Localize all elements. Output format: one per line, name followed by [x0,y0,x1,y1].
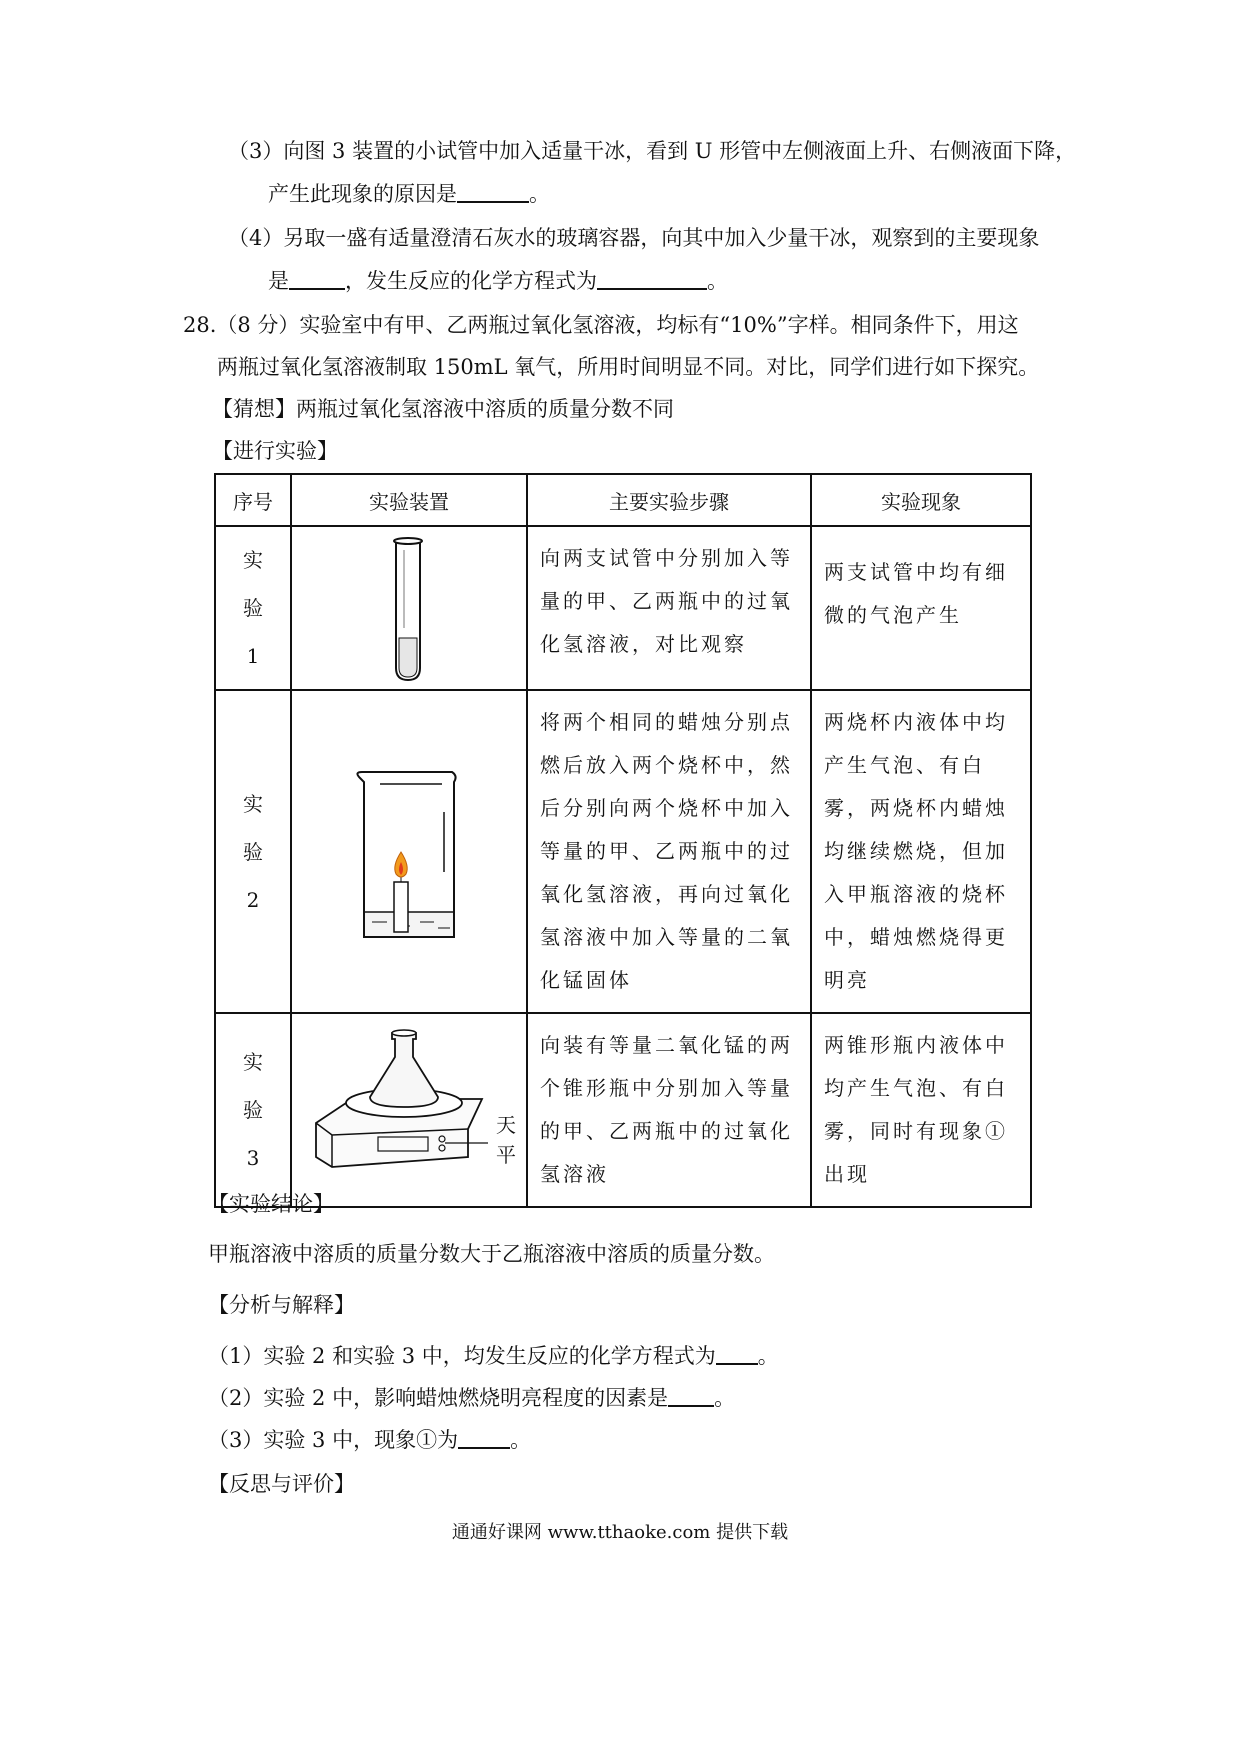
table-header: 序号 [215,474,291,526]
q27-part4-prompt-b: ，发生反应的化学方程式为 [345,269,597,293]
analysis-q3 [208,1426,531,1454]
answer-blank[interactable] [457,181,529,203]
period: 。 [757,1344,779,1368]
period: 。 [529,182,550,206]
table-header: 主要实验步骤 [527,474,811,526]
q27-part3-line2 [268,180,550,208]
period: 。 [714,1386,736,1410]
analysis-q1 [208,1342,779,1370]
q27-part4-prompt-a: 是 [268,269,289,293]
conclusion-text: 甲瓶溶液中溶质的质量分数大于乙瓶溶液中溶质的质量分数。 [208,1242,775,1266]
row-index [215,1013,291,1207]
step-cell: 向装有等量二氧化锰的两个锥形瓶中分别加入等量的甲、乙两瓶中的过氧化氢溶液 [527,1013,811,1207]
analysis-q1-prompt: （1）实验 2 和实验 3 中，均发生反应的化学方程式为 [208,1344,716,1368]
conclusion-heading: 【实验结论】 [208,1192,334,1216]
row-index [215,526,291,690]
q28-intro-line1: 28.（8 分）实验室中有甲、乙两瓶过氧化氢溶液，均标有“10%”字样。相同条件下，用这 [183,313,1019,337]
balance-label-char: 平 [496,1143,516,1167]
reflection-heading: 【反思与评价】 [208,1472,355,1496]
table-row [215,526,1031,690]
apparatus-cell [291,690,527,1013]
index-char: 实 [243,548,263,572]
answer-blank[interactable] [668,1385,714,1407]
step-cell: 将两个相同的蜡烛分别点燃后放入两个烧杯中，然后分别向两个烧杯中加入等量的甲、乙两瓶中的过氧化氢溶液，再向过氧化氢溶液中加入等量的二氧化锰固体 [527,690,811,1013]
index-char: 验 [243,596,263,620]
q27-part4-line2 [268,267,728,295]
index-char: 2 [246,887,260,912]
table-row [215,1013,1031,1207]
experiment-heading: 【进行实验】 [212,439,338,463]
index-char: 1 [246,644,260,668]
beaker-candle-icon [292,752,524,952]
step-cell: 向两支试管中分别加入等量的甲、乙两瓶中的过氧化氢溶液，对比观察 [527,526,811,690]
experiment-table [214,473,1032,1208]
answer-blank[interactable] [289,268,345,290]
test-tube-icon [292,528,524,688]
q27-part3-prompt: 产生此现象的原因是 [268,182,457,206]
observation-cell: 两支试管中均有细微的气泡产生 [811,526,1031,690]
page-footer: 通通好课网 www.tthaoke.com 提供下载 [451,1522,789,1543]
q27-part3-line1: （3）向图 3 装置的小试管中加入适量干冰，看到 U 形管中左侧液面上升、右侧液面下降， [228,139,1077,163]
q27-part4-line1: （4）另取一盛有适量澄清石灰水的玻璃容器，向其中加入少量干冰，观察到的主要现象 [228,226,1040,250]
index-char: 实 [243,1050,263,1074]
analysis-q3-prompt: （3）实验 3 中，现象①为 [208,1428,459,1452]
table-header-row [215,474,1031,526]
apparatus-cell [291,1013,527,1207]
observation-cell: 两烧杯内液体中均产生气泡、有白雾，两烧杯内蜡烛均继续燃烧，但加入甲瓶溶液的烧杯中，蜡烛燃烧得更明亮 [811,690,1031,1013]
balance-label-char: 天 [496,1113,516,1137]
analysis-q2 [208,1384,735,1412]
balance-label [496,1110,516,1170]
analysis-q2-prompt: （2）实验 2 中，影响蜡烛燃烧明亮程度的因素是 [208,1386,669,1410]
table-header: 实验装置 [291,474,527,526]
answer-blank[interactable] [458,1427,510,1449]
table-header: 实验现象 [811,474,1031,526]
q28-intro-line2: 两瓶过氧化氢溶液制取 150mL 氧气，所用时间明显不同。对比，同学们进行如下探究。 [217,355,1040,379]
apparatus-cell [291,526,527,690]
index-char: 验 [243,839,263,864]
balance-flask-icon [292,1017,524,1203]
index-char: 3 [246,1146,260,1170]
answer-blank[interactable] [716,1343,758,1365]
row-index [215,690,291,1013]
observation-cell: 两锥形瓶内液体中均产生气泡、有白雾，同时有现象①出现 [811,1013,1031,1207]
hypothesis: 【猜想】两瓶过氧化氢溶液中溶质的质量分数不同 [212,397,674,421]
index-char: 验 [243,1098,263,1122]
analysis-heading: 【分析与解释】 [208,1293,355,1317]
period: 。 [510,1428,532,1452]
period: 。 [707,269,728,293]
table-row [215,690,1031,1013]
index-char: 实 [243,791,263,816]
answer-blank[interactable] [597,268,707,290]
